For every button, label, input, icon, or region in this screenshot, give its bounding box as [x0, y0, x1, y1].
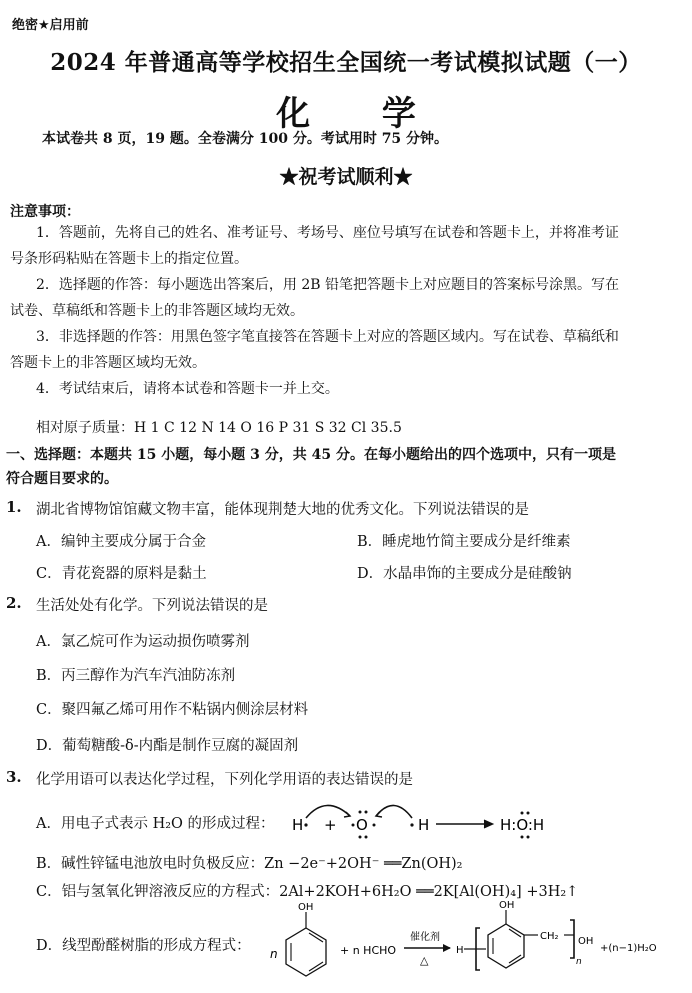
- q2-number: 2.: [6, 594, 22, 612]
- q1-number: 1.: [6, 498, 22, 516]
- q3-option-a: A．用电子式表示 H₂O 的形成过程：: [36, 816, 275, 832]
- good-luck-banner: ★祝考试顺利★: [279, 166, 413, 188]
- q2-option-d: D．葡萄糖酸-δ-内酯是制作豆腐的凝固剂: [36, 738, 299, 754]
- q1-option-b: B．睡虎地竹简主要成分是纤维素: [357, 534, 571, 550]
- note-line: 4．考试结束后，请将本试卷和答题卡一并上交。: [36, 381, 339, 397]
- phenol-oh-label: OH: [298, 902, 314, 913]
- q2-option-c: C．聚四氟乙烯可用作不粘锅内侧涂层材料: [36, 702, 309, 718]
- q1-option-a: A．编钟主要成分属于合金: [36, 534, 206, 550]
- q3-number: 3.: [6, 768, 22, 786]
- q1-option-c: C．青花瓷器的原料是黏土: [36, 566, 207, 582]
- note-line: 答题卡上的非答题区域均无效。: [10, 355, 206, 371]
- note-line: 2．选择题的作答：每小题选出答案后，用 2B 铅笔把答题卡上对应题目的答案标号涂黑。写在: [36, 277, 620, 293]
- electron-dot: [304, 823, 307, 826]
- exam-intro: 本试卷共 8 页，19 题。全卷满分 100 分。考试用时 75 分钟。: [42, 131, 449, 147]
- hydrogen-atom-left: H: [292, 816, 304, 834]
- hydrogen-atom-right: H: [418, 816, 430, 834]
- section-heading: 一、选择题：本题共 15 小题，每小题 3 分，共 45 分。在每小题给出的四个选项中，只有一项是: [6, 447, 616, 463]
- catalyst-label: 催化剂: [410, 932, 440, 943]
- confidential-mark: 绝密★启用前: [12, 18, 89, 33]
- electron-arrow-right: [376, 805, 412, 818]
- q1-option-d: D．水晶串饰的主要成分是硅酸钠: [357, 566, 572, 582]
- phenolic-resin-equation: [262, 898, 682, 990]
- note-line: 3．非选择题的作答：用黑色签字笔直接答在答题卡上对应的答题区域内。写在试卷、草稿纸和: [36, 329, 619, 345]
- oxygen-atom: O: [356, 816, 368, 834]
- atomic-masses: 相对原子质量：H 1 C 12 N 14 O 16 P 31 S 32 Cl 35.5: [36, 420, 402, 436]
- q3-option-b: B．碱性锌锰电池放电时负极反应：Zn −2e⁻+2OH⁻ ══Zn(OH)₂: [36, 856, 463, 872]
- water-term: +(n−1)H₂O: [600, 943, 657, 954]
- q2-option-a: A．氯乙烷可作为运动损伤喷雾剂: [36, 634, 250, 650]
- note-line: 号条形码粘贴在答题卡上的指定位置。: [10, 251, 248, 267]
- q3-stem: 化学用语可以表达化学过程，下列化学用语的表达错误的是: [36, 772, 413, 788]
- subject-title: 化 学: [276, 94, 446, 134]
- formaldehyde-term: + n HCHO: [340, 944, 397, 957]
- resin-oh-label: OH: [499, 900, 515, 911]
- section-heading-cont: 符合题目要求的。: [6, 471, 118, 487]
- plus-sign: +: [324, 816, 337, 834]
- repeat-n: n: [576, 957, 582, 967]
- electron-dot-diagram: [286, 790, 576, 842]
- water-electron-formula: H:O:H: [500, 816, 545, 834]
- end-oh-label: OH: [578, 936, 594, 947]
- exam-title: 2024 年普通高等学校招生全国统一考试模拟试题（一）: [50, 49, 642, 76]
- note-line: 试卷、草稿纸和答题卡上的非答题区域均无效。: [10, 303, 304, 319]
- note-line: 1．答题前，先将自己的姓名、准考证号、考场号、座位号填写在试卷和答题卡上，并将准考证: [36, 225, 619, 241]
- bracket-right: [570, 920, 574, 958]
- methylene-label: CH₂: [540, 931, 559, 942]
- heat-symbol: △: [420, 954, 429, 967]
- end-h-label: H: [456, 945, 464, 956]
- q2-option-b: B．丙三醇作为汽车汽油防冻剂: [36, 668, 236, 684]
- phenol-ring: [286, 928, 326, 976]
- coefficient-n: n: [270, 947, 278, 961]
- q3-option-c: C．铝与氢氧化钾溶液反应的方程式：2Al+2KOH+6H₂O ══2K[Al(OH)₄] +3H₂↑: [36, 884, 579, 900]
- q3-option-d: D．线型酚醛树脂的形成方程式：: [36, 938, 251, 954]
- q1-stem: 湖北省博物馆馆藏文物丰富，能体现荆楚大地的优秀文化。下列说法错误的是: [36, 502, 529, 518]
- q2-stem: 生活处处有化学。下列说法错误的是: [36, 598, 268, 614]
- notes-heading: 注意事项：: [10, 204, 80, 220]
